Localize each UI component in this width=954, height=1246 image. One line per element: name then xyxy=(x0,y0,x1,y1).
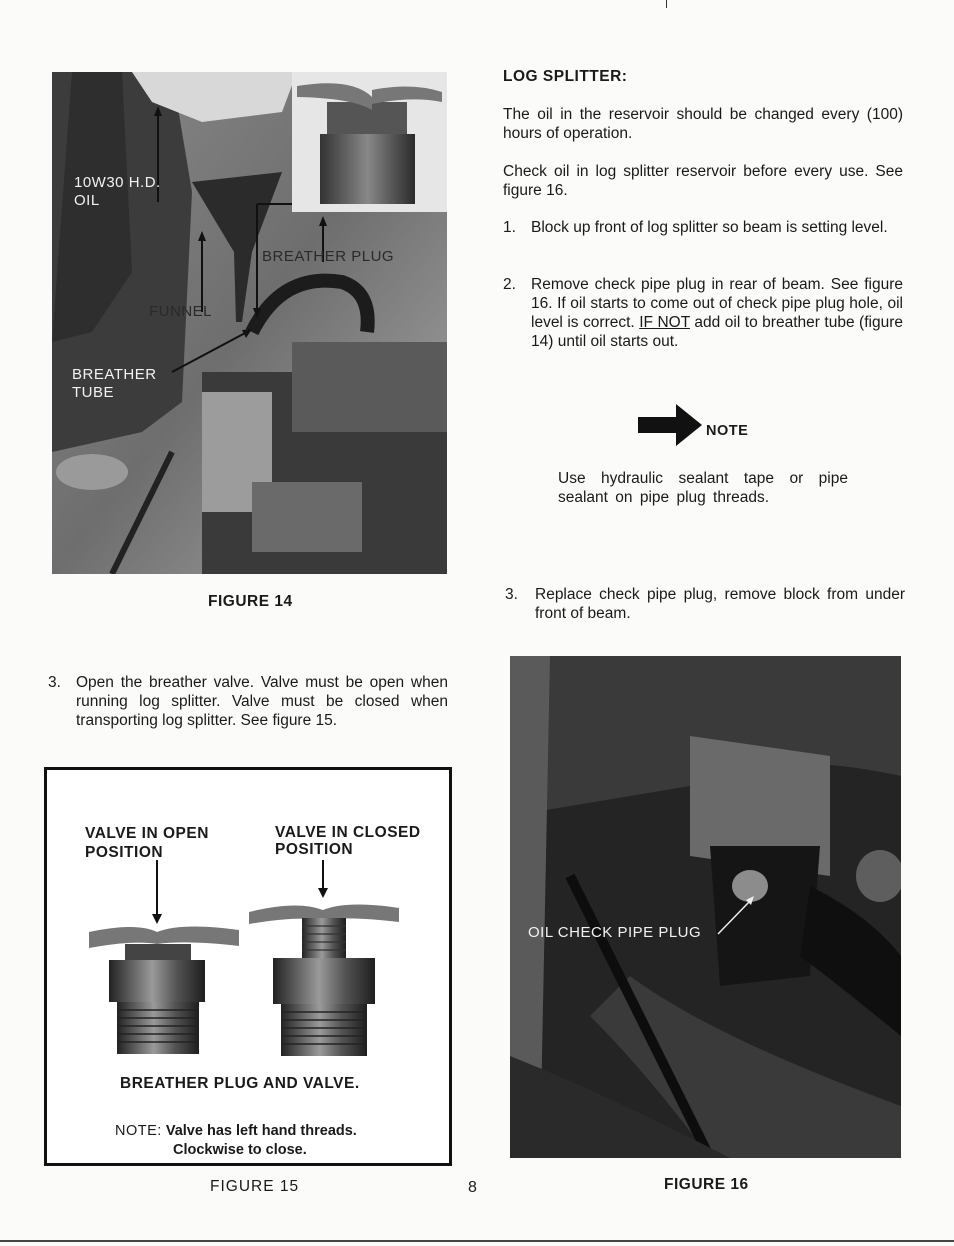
step-2-text xyxy=(531,275,903,351)
step-1-text: Block up front of log splitter so beam is setting level. xyxy=(531,219,888,236)
step-3-left-text: Open the breather valve. Valve must be open when running log splitter. Valve must be closed when transporting log splitter. See figure 15. xyxy=(76,674,448,729)
note-label: NOTE xyxy=(706,423,749,439)
figure15-note-text1: Valve has left hand threads. xyxy=(165,1123,357,1139)
step-1-number: 1. xyxy=(503,219,516,236)
figure15-box xyxy=(44,767,452,1166)
figure14-image xyxy=(52,72,447,574)
figure15-image xyxy=(47,860,449,1090)
figure16-caption: FIGURE 16 xyxy=(664,1176,749,1193)
label-valve-open: VALVE IN OPEN POSITION xyxy=(85,825,209,861)
step-3-left xyxy=(48,673,448,733)
step-3-right xyxy=(505,585,905,625)
figure15-title: BREATHER PLUG AND VALVE. xyxy=(120,1075,360,1092)
figure14-caption: FIGURE 14 xyxy=(208,593,293,610)
step-1 xyxy=(503,218,903,258)
bottom-rule xyxy=(0,1240,954,1242)
page-number: 8 xyxy=(468,1179,477,1196)
step-2-text-after: add oil to breather tube (figure 14) until oil starts out. xyxy=(531,314,903,350)
label-valve-closed: VALVE IN CLOSED POSITION xyxy=(275,824,421,858)
label-oil-check-pipe-plug: OIL CHECK PIPE PLUG xyxy=(528,924,702,941)
step-3-right-text: Replace check pipe plug, remove block from under front of beam. xyxy=(535,586,905,622)
figure15-note-line2: Clockwise to close. xyxy=(173,1142,307,1158)
figure15-caption: FIGURE 15 xyxy=(210,1178,300,1195)
step-3-left-number: 3. xyxy=(48,674,61,691)
label-funnel: FUNNEL xyxy=(149,303,213,320)
step-2-if-not: IF NOT xyxy=(639,314,690,331)
note-text: Use hydraulic sealant tape or pipe sealant on pipe plug threads. xyxy=(558,470,848,506)
figure15-note-prefix: NOTE: xyxy=(115,1123,162,1139)
para-check-oil: Check oil in log splitter reservoir before every use. See figure 16. xyxy=(503,163,903,199)
top-tick-mark xyxy=(666,0,667,8)
figure16-photo xyxy=(510,656,901,1158)
step-2 xyxy=(503,275,903,355)
step-2-text-before: Remove check pipe plug in rear of beam. See figure 16. If oil starts to come out of check pipe plug hole, oil level is correct. xyxy=(531,276,903,331)
step-3-right-number: 3. xyxy=(505,586,518,603)
figure15-note-line1 xyxy=(47,1122,449,1141)
label-breather-plug: BREATHER PLUG xyxy=(262,248,395,265)
log-splitter-heading: LOG SPLITTER: xyxy=(503,68,628,85)
label-oil: 10W30 H.D. OIL xyxy=(74,174,161,209)
note-arrow-icon xyxy=(638,404,704,446)
label-breather-tube: BREATHER TUBE xyxy=(72,366,157,401)
para-oil-change: The oil in the reservoir should be changed every (100) hours of operation. xyxy=(503,106,903,142)
figure15-note xyxy=(47,1122,449,1160)
step-2-number: 2. xyxy=(503,276,516,293)
figure14-photo xyxy=(52,72,447,574)
figure16-image xyxy=(510,656,901,1158)
